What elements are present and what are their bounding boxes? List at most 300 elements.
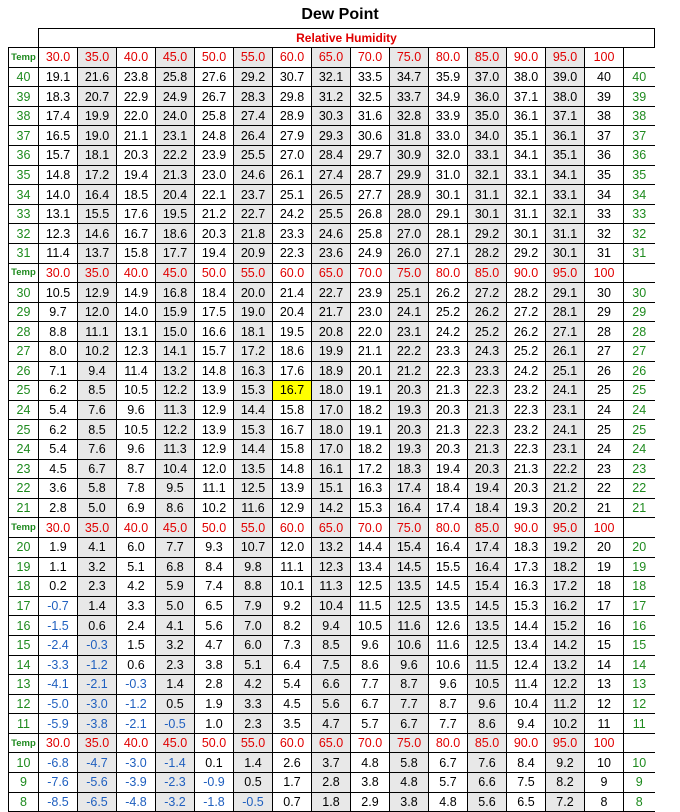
temp-label-left: 37: [9, 126, 39, 146]
dew-point-cell: 23.0: [195, 165, 234, 185]
dew-point-cell: 20.3: [429, 439, 468, 459]
dew-point-cell: 14.2: [312, 498, 351, 518]
humidity-column-header: 40.0: [117, 518, 156, 538]
dew-point-cell: -2.1: [117, 714, 156, 734]
dew-point-cell: 27.1: [429, 244, 468, 264]
dew-point-cell: 33.0: [429, 126, 468, 146]
temp-label-right: 27: [624, 342, 655, 362]
dew-point-cell: 2.8: [195, 675, 234, 695]
dew-point-cell: 14.4: [234, 400, 273, 420]
dew-point-cell: 15.9: [156, 302, 195, 322]
temp-label-left: 25: [9, 381, 39, 401]
dew-point-cell: 16.4: [78, 185, 117, 205]
dew-point-cell: 15.3: [351, 498, 390, 518]
dew-point-cell: 4.5: [273, 694, 312, 714]
humidity-column-header: 40.0: [117, 263, 156, 283]
dew-point-cell: 12.5: [234, 479, 273, 499]
dew-point-cell: 26.1: [273, 165, 312, 185]
dew-point-cell: 16.2: [546, 596, 585, 616]
humidity-column-header: 90.0: [507, 518, 546, 538]
temp-label-right: 25: [624, 420, 655, 440]
dew-point-cell: 6.5: [507, 792, 546, 812]
dew-point-cell: 3.2: [156, 635, 195, 655]
dew-point-cell: 6.0: [117, 537, 156, 557]
page-title: Dew Point: [301, 6, 379, 23]
dew-point-cell: 5.4: [273, 675, 312, 695]
dew-point-cell: -2.1: [78, 675, 117, 695]
temp-label-right: 20: [624, 537, 655, 557]
dew-point-cell: 5.1: [117, 557, 156, 577]
dew-point-cell: 12.3: [39, 224, 78, 244]
dew-point-cell: 12.9: [273, 498, 312, 518]
dew-point-cell: 15.7: [39, 146, 78, 166]
dew-point-cell: 20.1: [351, 361, 390, 381]
dew-point-cell: 19.1: [351, 381, 390, 401]
humidity-column-header: 70.0: [351, 263, 390, 283]
dew-point-cell: 16.4: [468, 557, 507, 577]
dew-point-cell: 25.1: [273, 185, 312, 205]
dew-point-cell: 26.1: [546, 342, 585, 362]
dew-point-cell: 6.6: [312, 675, 351, 695]
dew-point-cell: 17.5: [195, 302, 234, 322]
temp-label-left: 18: [9, 577, 39, 597]
dew-point-cell: 30.6: [351, 126, 390, 146]
dew-point-cell: 39.0: [546, 67, 585, 87]
dew-point-cell: 13.2: [546, 655, 585, 675]
humidity-column-header: 80.0: [429, 48, 468, 68]
dew-point-cell: 8.2: [273, 616, 312, 636]
humidity-column-header: 65.0: [312, 48, 351, 68]
table-row: [9, 204, 655, 224]
temp-label-right: 11: [624, 714, 655, 734]
dew-point-cell: 5.8: [390, 753, 429, 773]
dew-point-cell: 32.8: [390, 106, 429, 126]
humidity-column-header: 70.0: [351, 48, 390, 68]
dew-point-cell: 23.3: [429, 342, 468, 362]
dew-point-cell: 9.4: [78, 361, 117, 381]
dew-point-cell: 18.3: [507, 537, 546, 557]
dew-point-cell: 13.4: [351, 557, 390, 577]
dew-point-cell: 17.2: [78, 165, 117, 185]
dew-point-cell: 28.4: [312, 146, 351, 166]
dew-point-cell: 7.3: [273, 635, 312, 655]
dew-point-cell: 21: [585, 498, 624, 518]
dew-point-cell: 27.9: [273, 126, 312, 146]
humidity-column-header: 35.0: [78, 48, 117, 68]
dew-point-cell: 12.2: [546, 675, 585, 695]
humidity-column-header: 100: [585, 733, 624, 753]
temp-label-left: 23: [9, 459, 39, 479]
dew-point-cell: 16.7: [273, 420, 312, 440]
dew-point-cell: 7.8: [117, 479, 156, 499]
dew-point-cell: 9.6: [117, 400, 156, 420]
dew-point-cell: 1.9: [195, 694, 234, 714]
table-row: [9, 773, 655, 793]
dew-point-cell: 23.0: [351, 302, 390, 322]
temp-label-right: 24: [624, 400, 655, 420]
table-row: [9, 302, 655, 322]
dew-point-cell: 36.1: [507, 106, 546, 126]
dew-point-cell: 10.1: [273, 577, 312, 597]
dew-point-cell: 14: [585, 655, 624, 675]
dew-point-cell: 11.3: [156, 400, 195, 420]
dew-point-cell: 18.6: [273, 342, 312, 362]
humidity-column-header: 85.0: [468, 48, 507, 68]
dew-point-cell: 26.2: [468, 302, 507, 322]
humidity-column-header: 90.0: [507, 48, 546, 68]
dew-point-cell: -1.5: [39, 616, 78, 636]
dew-point-cell: 16: [585, 616, 624, 636]
dew-point-cell: 28.1: [429, 224, 468, 244]
dew-point-cell: 11.3: [156, 439, 195, 459]
temp-label-right: 28: [624, 322, 655, 342]
dew-point-cell: 6.0: [234, 635, 273, 655]
dew-point-cell: 37.0: [468, 67, 507, 87]
dew-point-cell: 15.4: [468, 577, 507, 597]
dew-point-cell: 23.7: [234, 185, 273, 205]
dew-point-cell: 17.2: [546, 577, 585, 597]
dew-point-cell: -6.8: [39, 753, 78, 773]
dew-point-cell: 23.1: [546, 400, 585, 420]
humidity-column-header: 60.0: [273, 518, 312, 538]
dew-point-cell: 21.6: [78, 67, 117, 87]
temp-label-left: 38: [9, 106, 39, 126]
dew-point-cell: 15.4: [390, 537, 429, 557]
dew-point-cell: 13.2: [156, 361, 195, 381]
dew-point-cell: 19.0: [234, 302, 273, 322]
humidity-column-header: 80.0: [429, 518, 468, 538]
dew-point-cell: 13.1: [39, 204, 78, 224]
dew-point-cell: 22.3: [273, 244, 312, 264]
dew-point-cell: 14.5: [429, 577, 468, 597]
dew-point-cell: 4.8: [390, 773, 429, 793]
dew-point-cell: 8.6: [351, 655, 390, 675]
dew-point-cell: 17.6: [117, 204, 156, 224]
dew-point-cell: -5.6: [78, 773, 117, 793]
dew-point-cell: 29.1: [546, 283, 585, 303]
dew-point-cell: 1.4: [156, 675, 195, 695]
dew-point-cell: 19.2: [546, 537, 585, 557]
dew-point-cell: 19.9: [78, 106, 117, 126]
dew-point-cell: -0.3: [78, 635, 117, 655]
humidity-column-header: 50.0: [195, 48, 234, 68]
dew-point-cell: 17.4: [390, 479, 429, 499]
dew-point-cell: 17.4: [429, 498, 468, 518]
temp-label-left: 36: [9, 146, 39, 166]
dew-point-cell: 12.5: [390, 596, 429, 616]
dew-point-cell: 11.5: [351, 596, 390, 616]
dew-point-cell: 33.9: [429, 106, 468, 126]
dew-point-cell: 12: [585, 694, 624, 714]
humidity-column-header: 35.0: [78, 518, 117, 538]
dew-point-cell: 15.8: [273, 439, 312, 459]
dew-point-cell: 13: [585, 675, 624, 695]
table-row: [9, 361, 655, 381]
dew-point-cell: 20.8: [312, 322, 351, 342]
dew-point-cell: 21.3: [156, 165, 195, 185]
dew-point-cell: 9.5: [156, 479, 195, 499]
dew-point-cell: 29.2: [234, 67, 273, 87]
temp-label-right: 9: [624, 773, 655, 793]
dew-point-cell: 2.3: [156, 655, 195, 675]
dew-point-cell: 7.9: [234, 596, 273, 616]
header-blank-cell: [624, 48, 655, 68]
dew-point-cell: 15.8: [117, 244, 156, 264]
dew-point-cell: 13.5: [429, 596, 468, 616]
dew-point-cell: 17.0: [312, 400, 351, 420]
table-row: [9, 322, 655, 342]
dew-point-cell: 32.1: [546, 204, 585, 224]
dew-point-cell: 38.0: [546, 87, 585, 107]
dew-point-cell: 30.9: [390, 146, 429, 166]
dew-point-cell: 20.4: [273, 302, 312, 322]
dew-point-cell: 14.4: [234, 439, 273, 459]
dew-point-cell: 7.5: [312, 655, 351, 675]
dew-point-cell: 17.6: [273, 361, 312, 381]
humidity-column-header: 75.0: [390, 48, 429, 68]
humidity-column-header: 55.0: [234, 263, 273, 283]
temp-label-left: 33: [9, 204, 39, 224]
dew-point-cell: -8.5: [39, 792, 78, 812]
dew-point-cell: 7.6: [78, 400, 117, 420]
temp-header-label: Temp: [9, 733, 39, 753]
temp-label-right: 37: [624, 126, 655, 146]
dew-point-cell: 6.8: [156, 557, 195, 577]
dew-point-cell: 16.3: [507, 577, 546, 597]
dew-point-cell: 26.7: [195, 87, 234, 107]
humidity-column-header: 90.0: [507, 733, 546, 753]
humidity-column-header: 30.0: [39, 48, 78, 68]
dew-point-cell: 36.1: [546, 126, 585, 146]
dew-point-cell: 11.1: [273, 557, 312, 577]
dew-point-cell: 34.1: [507, 146, 546, 166]
dew-point-cell: 8.6: [468, 714, 507, 734]
dew-point-cell: 10.4: [312, 596, 351, 616]
dew-point-cell: -3.8: [78, 714, 117, 734]
dew-point-cell: 8.7: [117, 459, 156, 479]
dew-point-cell: 1.1: [39, 557, 78, 577]
dew-point-cell: 3.6: [39, 479, 78, 499]
dew-point-cell: 15.2: [546, 616, 585, 636]
dew-point-cell: 23.9: [195, 146, 234, 166]
dew-point-cell: 22.0: [117, 106, 156, 126]
dew-point-cell: 21.1: [117, 126, 156, 146]
temp-label-right: 14: [624, 655, 655, 675]
dew-point-cell: 7.6: [468, 753, 507, 773]
dew-point-cell: 23.8: [117, 67, 156, 87]
dew-point-cell: 0.5: [234, 773, 273, 793]
dew-point-cell: 29.9: [390, 165, 429, 185]
dew-point-cell: 20.4: [156, 185, 195, 205]
humidity-column-header: 40.0: [117, 48, 156, 68]
dew-point-cell: 27.0: [273, 146, 312, 166]
dew-point-cell: 7.2: [546, 792, 585, 812]
temp-label-left: 25: [9, 420, 39, 440]
table-row: [9, 479, 655, 499]
dew-point-cell: 8.4: [507, 753, 546, 773]
dew-point-cell: 24.6: [234, 165, 273, 185]
dew-point-cell: 32: [585, 224, 624, 244]
dew-point-cell: 7.7: [351, 675, 390, 695]
dew-point-cell: 35.9: [429, 67, 468, 87]
dew-point-cell: 23: [585, 459, 624, 479]
dew-point-cell: 21.7: [312, 302, 351, 322]
dew-point-cell: 1.8: [312, 792, 351, 812]
humidity-column-header: 90.0: [507, 263, 546, 283]
dew-point-cell: 14.1: [156, 342, 195, 362]
dew-point-cell: 26.4: [234, 126, 273, 146]
table-row: [9, 224, 655, 244]
temp-label-left: 35: [9, 165, 39, 185]
humidity-column-header: 80.0: [429, 733, 468, 753]
temp-label-left: 34: [9, 185, 39, 205]
dew-point-cell: 20.3: [507, 479, 546, 499]
dew-point-cell: 40: [585, 67, 624, 87]
dew-point-cell: 23.1: [156, 126, 195, 146]
dew-point-cell: 20.3: [390, 381, 429, 401]
dew-point-cell: 26.2: [507, 322, 546, 342]
dew-point-cell: 24.1: [546, 420, 585, 440]
dew-point-cell: 12.3: [312, 557, 351, 577]
dew-point-cell: 33: [585, 204, 624, 224]
dew-point-cell: 18.6: [156, 224, 195, 244]
temp-label-left: 31: [9, 244, 39, 264]
dew-point-cell: 5.4: [39, 439, 78, 459]
dew-point-cell: 10.6: [429, 655, 468, 675]
dew-point-cell: 13.5: [390, 577, 429, 597]
dew-point-cell: 13.9: [273, 479, 312, 499]
temp-label-left: 12: [9, 694, 39, 714]
dew-point-cell: 12.6: [429, 616, 468, 636]
dew-point-cell: -0.3: [117, 675, 156, 695]
dew-point-cell: 24.9: [351, 244, 390, 264]
dew-point-cell: -1.2: [78, 655, 117, 675]
dew-point-cell: 1.4: [78, 596, 117, 616]
dew-point-cell: 0.1: [195, 753, 234, 773]
humidity-column-header: 65.0: [312, 263, 351, 283]
dew-point-cell: 21.3: [468, 439, 507, 459]
dew-point-cell: 25.5: [234, 146, 273, 166]
temp-label-left: 19: [9, 557, 39, 577]
dew-point-cell: 10.4: [507, 694, 546, 714]
dew-point-cell: 10.5: [468, 675, 507, 695]
dew-point-cell: 27.2: [507, 302, 546, 322]
dew-point-cell: 5.6: [312, 694, 351, 714]
dew-point-cell: 6.4: [273, 655, 312, 675]
dew-point-cell: 27.7: [351, 185, 390, 205]
dew-point-cell: 16.5: [39, 126, 78, 146]
dew-point-cell: 29: [585, 302, 624, 322]
dew-point-cell: 25.2: [468, 322, 507, 342]
dew-point-cell: 22.9: [117, 87, 156, 107]
dew-point-cell: 25: [585, 381, 624, 401]
dew-point-cell: 22.3: [507, 400, 546, 420]
dew-point-cell: 20.3: [117, 146, 156, 166]
dew-point-cell: 10.2: [78, 342, 117, 362]
dew-point-cell: 11.6: [390, 616, 429, 636]
dew-point-cell: 9.6: [468, 694, 507, 714]
humidity-column-header: 75.0: [390, 263, 429, 283]
dew-point-cell: 21.3: [507, 459, 546, 479]
dew-point-cell: 8.0: [39, 342, 78, 362]
dew-point-cell: 24.2: [507, 361, 546, 381]
temp-label-right: 35: [624, 165, 655, 185]
dew-point-cell: 21.3: [429, 420, 468, 440]
dew-point-cell: 8.5: [312, 635, 351, 655]
temp-label-right: 25: [624, 381, 655, 401]
dew-point-cell: 24.9: [156, 87, 195, 107]
temp-label-left: 22: [9, 479, 39, 499]
dew-point-cell: 4.1: [156, 616, 195, 636]
humidity-column-header: 45.0: [156, 518, 195, 538]
dew-point-cell: 22.2: [390, 342, 429, 362]
dew-point-cell: -0.7: [39, 596, 78, 616]
dew-point-cell: 32.1: [507, 185, 546, 205]
temp-label-right: 36: [624, 146, 655, 166]
dew-point-cell: 20.2: [546, 498, 585, 518]
dew-point-cell: 18.3: [390, 459, 429, 479]
dew-point-cell: 39: [585, 87, 624, 107]
humidity-column-header: 55.0: [234, 48, 273, 68]
temp-label-left: 11: [9, 714, 39, 734]
dew-point-cell: 6.7: [78, 459, 117, 479]
humidity-column-header: 45.0: [156, 48, 195, 68]
dew-point-cell: -0.9: [195, 773, 234, 793]
dew-point-cell: 21.8: [234, 224, 273, 244]
dew-point-cell: 14.8: [195, 361, 234, 381]
dew-point-cell: 24.2: [273, 204, 312, 224]
dew-point-cell: 12.5: [468, 635, 507, 655]
dew-point-cell: 28: [585, 322, 624, 342]
dew-point-cell: 1.7: [273, 773, 312, 793]
dew-point-cell: 18.1: [234, 322, 273, 342]
humidity-column-header: 75.0: [390, 733, 429, 753]
temp-label-left: 39: [9, 87, 39, 107]
dew-point-cell: 9.8: [234, 557, 273, 577]
temp-label-left: 17: [9, 596, 39, 616]
dew-point-cell: 26: [585, 361, 624, 381]
temp-label-left: 8: [9, 792, 39, 812]
temp-label-right: 21: [624, 498, 655, 518]
dew-point-cell: 13.4: [507, 635, 546, 655]
dew-point-cell: 18.0: [312, 420, 351, 440]
dew-point-cell: 23.2: [507, 381, 546, 401]
temp-label-left: 14: [9, 655, 39, 675]
dew-point-cell: 24.2: [429, 322, 468, 342]
dew-point-cell: 24: [585, 400, 624, 420]
dew-point-cell: 9.4: [312, 616, 351, 636]
table-row: [9, 459, 655, 479]
dew-point-cell: -4.8: [117, 792, 156, 812]
temp-label-left: 9: [9, 773, 39, 793]
temp-label-left: 24: [9, 439, 39, 459]
dew-point-cell: 29.7: [351, 146, 390, 166]
dew-point-cell: 19.4: [117, 165, 156, 185]
dew-point-cell: 19.9: [312, 342, 351, 362]
temp-label-right: 10: [624, 753, 655, 773]
dew-point-cell: 22: [585, 479, 624, 499]
temp-label-left: 20: [9, 537, 39, 557]
dew-point-cell: 0.6: [117, 655, 156, 675]
dew-point-cell: 31.6: [351, 106, 390, 126]
table-row: [9, 498, 655, 518]
temp-label-right: 24: [624, 439, 655, 459]
dew-point-cell: 22.3: [429, 361, 468, 381]
dew-point-cell: 18.4: [195, 283, 234, 303]
dew-point-cell: 13.7: [78, 244, 117, 264]
dew-point-cell: -1.4: [156, 753, 195, 773]
table-row: [9, 283, 655, 303]
